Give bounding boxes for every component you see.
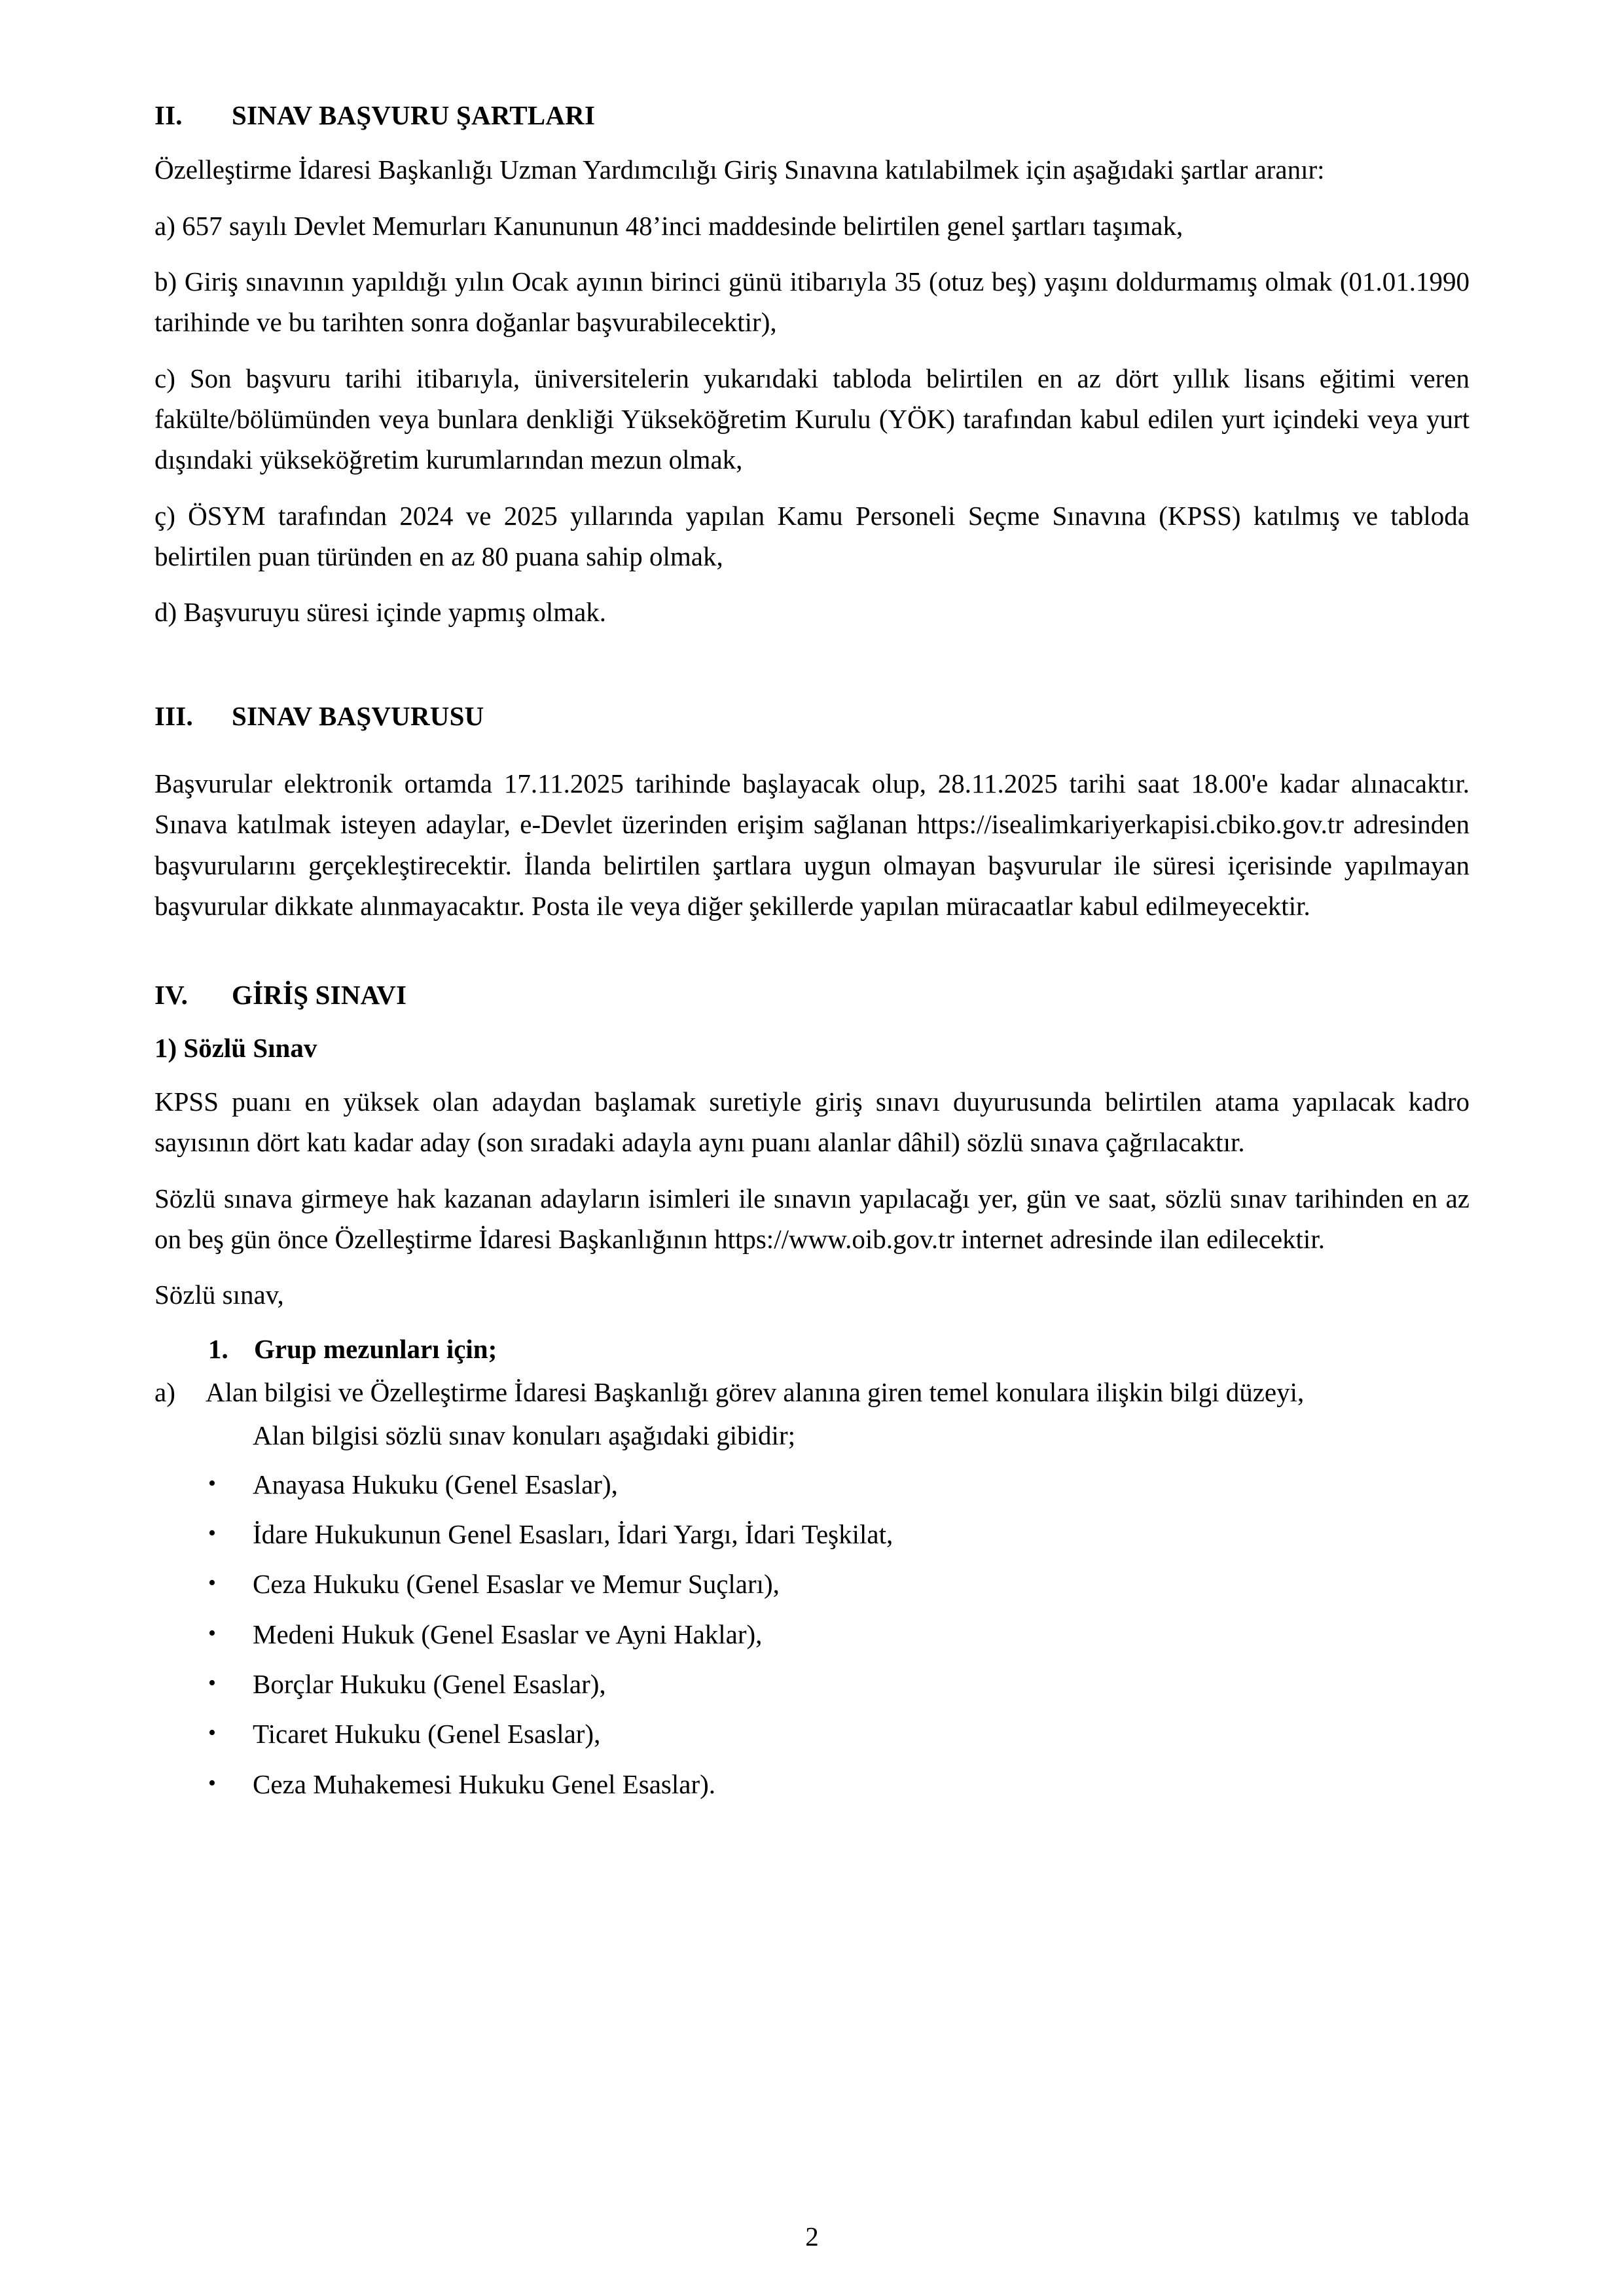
list-item-label: Ticaret Hukuku (Genel Esaslar), <box>253 1719 601 1749</box>
spacer-after-section-2 <box>154 648 1470 699</box>
list-item-label: Borçlar Hukuku (Genel Esaslar), <box>253 1669 606 1699</box>
bullet-icon: • <box>208 1521 216 1546</box>
subsection-label-sozlu-sinav: 1) Sözlü Sınav <box>154 1032 317 1063</box>
letter-item-a-text: Alan bilgisi ve Özelleştirme İdaresi Başkanlığı görev alanına giren temel konulara ilişkin bilgi düzeyi, <box>206 1377 1305 1408</box>
bullet-icon: • <box>208 1671 216 1695</box>
section-numeral-4: IV. <box>154 980 189 1011</box>
subjects-intro: Alan bilgisi sözlü sınav konuları aşağıdaki gibidir; <box>253 1420 795 1451</box>
list-item <box>154 1664 1470 1704</box>
list-item-label: Anayasa Hukuku (Genel Esaslar), <box>253 1469 618 1499</box>
section-title-3: SINAV BAŞVURUSU <box>232 700 484 731</box>
section-numeral-2: II. <box>154 100 183 130</box>
section-heading-4 <box>154 978 1470 1012</box>
list-item-label: Ceza Hukuku (Genel Esaslar ve Memur Suçları), <box>253 1569 780 1600</box>
group-item-1 <box>154 1331 1470 1368</box>
section-title-2: SINAV BAŞVURU ŞARTLARI <box>232 100 596 130</box>
section-2-item-d: d) Başvuruyu süresi içinde yapmış olmak. <box>154 597 607 628</box>
letter-item-a <box>154 1372 1470 1412</box>
spacer-after-section-3 <box>154 941 1470 978</box>
section-2-item-c: c) Son başvuru tarihi itibarıyla, üniversitelerin yukarıdaki tabloda belirtilen en az dört yıllık lisans eğitimi veren fakülte/bölümünden veya bunlara denkliği Yükseköğretim Kurulu (YÖK) tarafından kabul edilen yurt içindeki veya yurt dışındaki yükseköğretim kurumlarından mezun olmak, <box>154 363 1470 475</box>
bullet-icon: • <box>208 1770 216 1795</box>
bullet-icon: • <box>208 1471 216 1496</box>
list-item <box>154 1564 1470 1604</box>
list-item <box>154 1464 1470 1505</box>
page-number: 2 <box>805 2221 819 2251</box>
section-4-paragraph-2: Sözlü sınava girmeye hak kazanan adayların isimleri ile sınavın yapılacağı yer, gün ve saat, sözlü sınav tarihinden en az on beş gün önce Özelleştirme İdaresi Başkanlığının https://www.oib.gov.tr internet adresinde ilan edilecektir. <box>154 1183 1470 1255</box>
section-numeral-3: III. <box>154 700 193 731</box>
section-heading-2 <box>154 98 1470 132</box>
letter-item-a-marker: a) <box>154 1377 175 1408</box>
section-heading-3 <box>154 699 1470 733</box>
group-item-1-number: 1. <box>208 1333 228 1364</box>
bullet-icon: • <box>208 1621 216 1645</box>
subjects-list <box>154 1464 1470 1804</box>
list-item-label: İdare Hukukunun Genel Esasları, İdari Yargı, İdari Teşkilat, <box>253 1519 893 1550</box>
bullet-icon: • <box>208 1571 216 1596</box>
list-item <box>154 1614 1470 1655</box>
section-4-paragraph-1: KPSS puanı en yüksek olan adaydan başlamak suretiyle giriş sınavı duyurusunda belirtilen atama yapılacak kadro sayısının dört katı kadar aday (son sıradaki adayla aynı puanı alanlar dâhil) sözlü sınava çağrılacaktır. <box>154 1086 1470 1158</box>
section-2-item-b: b) Giriş sınavının yapıldığı yılın Ocak ayının birinci günü itibarıyla 35 (otuz beş) yaşını doldurmamış olmak (01.01.1990 tarihinde ve bu tarihten sonra doğanlar başvurabilecektir), <box>154 266 1470 338</box>
spacer-before-section-3-body <box>154 750 1470 763</box>
section-title-4: GİRİŞ SINAVI <box>232 980 407 1011</box>
section-4-paragraph-3: Sözlü sınav, <box>154 1280 284 1310</box>
list-item <box>154 1514 1470 1554</box>
list-item <box>154 1764 1470 1804</box>
list-item-label: Ceza Muhakemesi Hukuku Genel Esaslar). <box>253 1768 716 1799</box>
section-2-item-a: a) 657 sayılı Devlet Memurları Kanununun 48’inci maddesinde belirtilen genel şartları taşımak, <box>154 210 1183 241</box>
section-2-item-c-cedilla: ç) ÖSYM tarafından 2024 ve 2025 yıllarında yapılan Kamu Personeli Seçme Sınavına (KPSS) katılmış ve tabloda belirtilen puan türünden en az 80 puana sahip olmak, <box>154 500 1470 571</box>
list-item <box>154 1713 1470 1754</box>
section-3-paragraph: Başvurular elektronik ortamda 17.11.2025 tarihinde başlayacak olup, 28.11.2025 tarihi saat 18.00'e kadar alınacaktır. Sınava katılmak isteyen adaylar, e-Devlet üzerinden erişim sağlanan https://isealimkariyerkapisi.cbiko.gov.tr adresinden başvurularını gerçekleştirecektir. İlanda belirtilen şartlara uygun olmayan başvurular ile süresi içerisinde yapılmayan başvurular dikkate alınmayacaktır. Posta ile veya diğer şekillerde yapılan müracaatlar kabul edilmeyecektir. <box>154 768 1470 921</box>
bullet-icon: • <box>208 1721 216 1746</box>
page-body <box>154 98 1470 1804</box>
section-2-intro: Özelleştirme İdaresi Başkanlığı Uzman Yardımcılığı Giriş Sınavına katılabilmek için aşağıdaki şartlar aranır: <box>154 154 1325 185</box>
list-item-label: Medeni Hukuk (Genel Esaslar ve Ayni Haklar), <box>253 1619 763 1649</box>
group-item-1-label: Grup mezunları için; <box>254 1333 497 1364</box>
